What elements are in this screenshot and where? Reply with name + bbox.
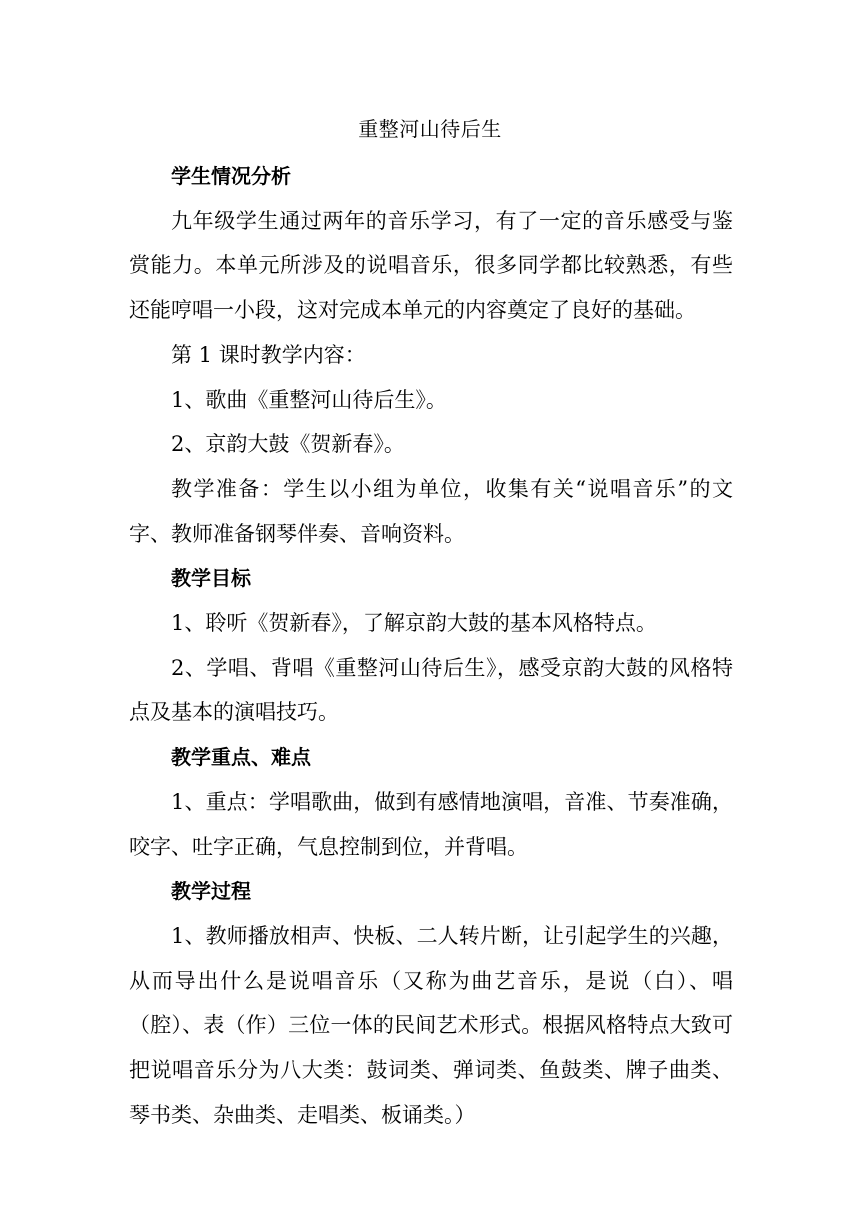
section-heading-teaching-goals: 教学目标 [171,566,251,591]
lesson-content-item: 2、京韵大鼓《贺新春》。 [171,432,405,457]
paragraph-teaching-preparation: 教学准备：学生以小组为单位，收集有关“说唱音乐”的文字、教师准备钢琴伴奏、音响资料。 [129,476,733,546]
section-heading-teaching-process: 教学过程 [171,879,251,904]
teaching-goal-item: 1、聆听《贺新春》，了解京韵大鼓的基本风格特点。 [171,611,657,636]
lesson-content-item: 1、歌曲《重整河山待后生》。 [171,387,447,412]
document-body [129,154,733,1137]
section-heading-key-points: 教学重点、难点 [171,745,311,770]
key-point-item: 1、重点：学唱歌曲，做到有感情地演唱，音准、节奏准确，咬字、吐字正确，气息控制到位，并背唱。 [129,789,733,859]
document-title: 重整河山待后生 [358,117,502,141]
paragraph-student-situation: 九年级学生通过两年的音乐学习，有了一定的音乐感受与鉴赏能力。本单元所涉及的说唱音乐，很多同学都比较熟悉，有些还能哼唱一小段，这对完成本单元的内容奠定了良好的基础。 [129,208,733,323]
lesson-content-label: 第 1 课时教学内容： [171,342,366,367]
teaching-process-item: 1、教师播放相声、快板、二人转片断，让引起学生的兴趣，从而导出什么是说唱音乐（又称为曲艺音乐，是说（白）、唱（腔）、表（作）三位一体的民间艺术形式。根据风格特点大致可把说唱音乐分为八大类：鼓词类、弹词类、鱼鼓类、牌子曲类、琴书类、杂曲类、走唱类、板诵类。） [129,923,733,1127]
section-heading-student-situation: 学生情况分析 [171,164,291,188]
teaching-goal-item: 2、学唱、背唱《重整河山待后生》，感受京韵大鼓的风格特点及基本的演唱技巧。 [129,655,733,725]
